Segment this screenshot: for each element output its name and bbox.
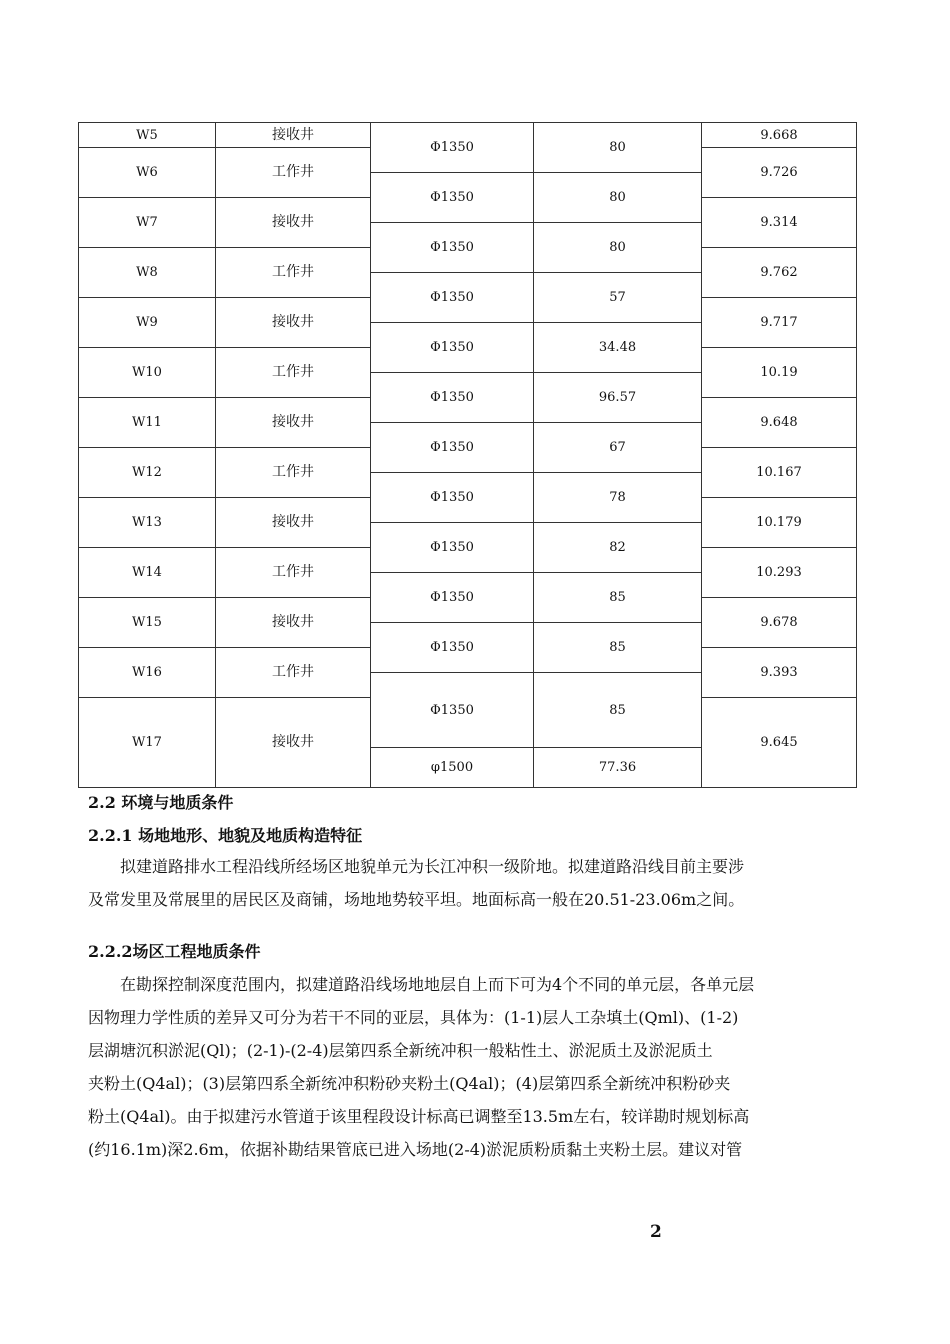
paragraph-line: 及常发里及常展里的居民区及商铺，场地地势较平坦。地面标高一般在20.51-23.06m之间。 [88, 890, 745, 909]
node-elevation-cell: 9.648 [702, 398, 857, 448]
node-elevation-cell: 9.726 [702, 148, 857, 198]
segment-diameter-cell: Φ1350 [371, 423, 534, 473]
segment-diameter-cell: Φ1350 [371, 173, 534, 223]
segment-length-cell: 34.48 [534, 323, 702, 373]
node-id-cell: W7 [79, 198, 216, 248]
table-body [79, 123, 857, 788]
segment-length-cell: 80 [534, 223, 702, 273]
node-id-cell: W15 [79, 598, 216, 648]
node-elevation-cell: 9.314 [702, 198, 857, 248]
segment-length-cell: 96.57 [534, 373, 702, 423]
node-type-cell: 工作井 [216, 248, 371, 298]
segment-diameter-cell: Φ1350 [371, 373, 534, 423]
segment-diameter-cell: Φ1350 [371, 673, 534, 748]
node-elevation-cell: 10.179 [702, 498, 857, 548]
segment-length-cell: 57 [534, 273, 702, 323]
segment-length-cell: 77.36 [534, 748, 702, 788]
segment-diameter-cell: Φ1350 [371, 473, 534, 523]
node-id-cell: W16 [79, 648, 216, 698]
paragraph-line: 因物理力学性质的差异又可分为若干不同的亚层，具体为：(1-1)层人工杂填土(Qml)、(1-2) [88, 1008, 739, 1027]
node-id-cell: W6 [79, 148, 216, 198]
segment-length-cell: 78 [534, 473, 702, 523]
segment-length-cell: 80 [534, 173, 702, 223]
segment-length-cell: 85 [534, 573, 702, 623]
node-elevation-cell: 10.293 [702, 548, 857, 598]
paragraph-geology [88, 968, 864, 1166]
node-elevation-cell: 9.678 [702, 598, 857, 648]
node-type-cell: 接收井 [216, 498, 371, 548]
node-id-cell: W11 [79, 398, 216, 448]
node-elevation-cell: 9.762 [702, 248, 857, 298]
node-type-cell: 接收井 [216, 398, 371, 448]
node-type-cell: 接收井 [216, 123, 371, 148]
node-id-cell: W9 [79, 298, 216, 348]
segment-diameter-cell: Φ1350 [371, 123, 534, 173]
node-type-cell: 工作井 [216, 448, 371, 498]
segment-length-cell: 85 [534, 623, 702, 673]
segment-diameter-cell: Φ1350 [371, 223, 534, 273]
node-type-cell: 接收井 [216, 698, 371, 788]
node-elevation-cell: 9.393 [702, 648, 857, 698]
node-id-cell: W10 [79, 348, 216, 398]
paragraph-line: 在勘探控制深度范围内，拟建道路沿线场地地层自上而下可为4个不同的单元层，各单元层 [120, 975, 755, 994]
pipe-segment-table [78, 122, 857, 788]
section-heading-2-2-1: 2.2.1 场地地形、地貌及地质构造特征 [88, 826, 363, 845]
node-id-cell: W17 [79, 698, 216, 788]
paragraph-line: 粉土(Q4al)。由于拟建污水管道于该里程段设计标高已调整至13.5m左右，较详勘时规划标高 [88, 1107, 750, 1126]
segment-length-cell: 67 [534, 423, 702, 473]
node-elevation-cell: 10.167 [702, 448, 857, 498]
node-type-cell: 工作井 [216, 648, 371, 698]
segment-length-cell: 82 [534, 523, 702, 573]
section-heading-2-2: 2.2 环境与地质条件 [88, 793, 234, 812]
node-id-cell: W13 [79, 498, 216, 548]
node-elevation-cell: 9.717 [702, 298, 857, 348]
paragraph-line: 夹粉土(Q4al)；(3)层第四系全新统冲积粉砂夹粉土(Q4al)；(4)层第四系全新统冲积粉砂夹 [88, 1074, 731, 1093]
page-number: 2 [650, 1222, 662, 1242]
section-heading-2-2-2: 2.2.2场区工程地质条件 [88, 942, 261, 961]
node-elevation-cell: 9.645 [702, 698, 857, 788]
segment-diameter-cell: Φ1350 [371, 573, 534, 623]
paragraph-line: 层湖塘沉积淤泥(Ql)；(2-1)-(2-4)层第四系全新统冲积一般粘性土、淤泥质土及淤泥质土 [88, 1041, 713, 1060]
node-type-cell: 接收井 [216, 598, 371, 648]
node-type-cell: 工作井 [216, 148, 371, 198]
paragraph-line: (约16.1m)深2.6m，依据补勘结果管底已进入场地(2-4)淤泥质粉质黏土夹粉土层。建议对管 [88, 1140, 743, 1159]
node-id-cell: W12 [79, 448, 216, 498]
segment-diameter-cell: Φ1350 [371, 623, 534, 673]
node-elevation-cell: 10.19 [702, 348, 857, 398]
segment-length-cell: 85 [534, 673, 702, 748]
node-elevation-cell: 9.668 [702, 123, 857, 148]
node-id-cell: W5 [79, 123, 216, 148]
node-id-cell: W14 [79, 548, 216, 598]
paragraph-line: 拟建道路排水工程沿线所经场区地貌单元为长江冲积一级阶地。拟建道路沿线目前主要涉 [120, 857, 745, 876]
node-type-cell: 工作井 [216, 548, 371, 598]
node-type-cell: 接收井 [216, 198, 371, 248]
paragraph-terrain [88, 850, 864, 916]
segment-diameter-cell: Φ1350 [371, 323, 534, 373]
node-id-cell: W8 [79, 248, 216, 298]
segment-length-cell: 80 [534, 123, 702, 173]
segment-diameter-cell: Φ1350 [371, 523, 534, 573]
segment-diameter-cell: φ1500 [371, 748, 534, 788]
node-type-cell: 接收井 [216, 298, 371, 348]
table-row [79, 123, 857, 148]
segment-diameter-cell: Φ1350 [371, 273, 534, 323]
node-type-cell: 工作井 [216, 348, 371, 398]
